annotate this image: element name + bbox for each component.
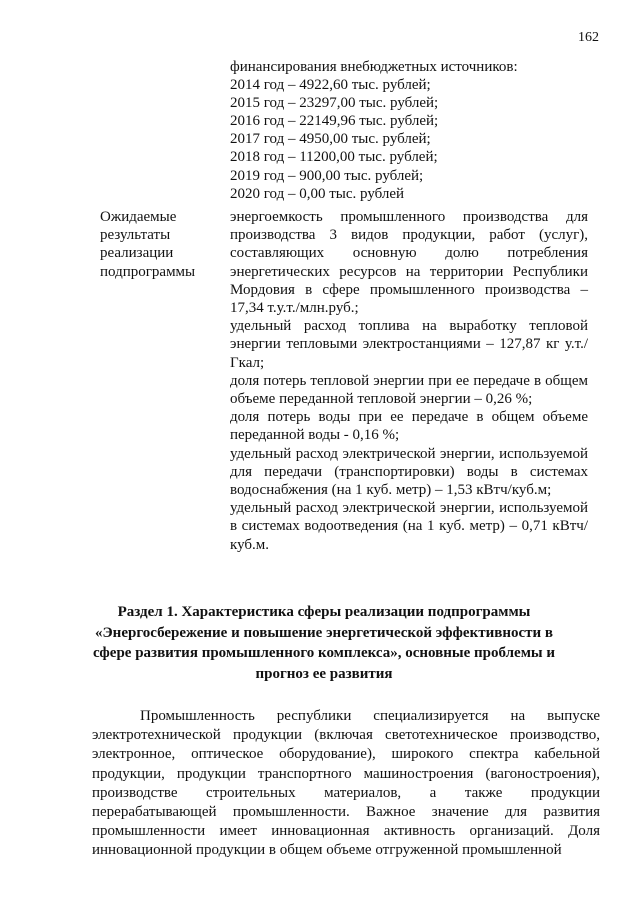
result-item: удельный расход топлива на выработку тепловой энергии тепловыми электростанциями – 127,87 кг у.т./Гкал; bbox=[230, 318, 588, 371]
result-item: удельный расход электрической энергии, используемой в системах водоотведения (на 1 куб. метр) – 0,71 кВтч/куб.м. bbox=[230, 500, 588, 553]
funding-year-line: 2014 год – 4922,60 тыс. рублей; bbox=[230, 77, 431, 94]
body-text bbox=[92, 707, 600, 861]
funding-year-line: 2020 год – 0,00 тыс. рублей bbox=[230, 185, 405, 202]
result-item: удельный расход электрической энергии, используемой для передачи (транспортировки) воды в системах водоснабжения (на 1 куб. метр) – 1,53 кВтч/куб.м; bbox=[230, 445, 588, 499]
results-label-line: подпрограммы bbox=[100, 263, 196, 280]
funding-year-line: 2018 год – 11200,00 тыс. рублей; bbox=[230, 149, 438, 166]
result-item: доля потерь воды при ее передаче в общем объеме переданной воды - 0,16 %; bbox=[230, 409, 588, 444]
funding-year-line: 2015 год – 23297,00 тыс. рублей; bbox=[230, 95, 439, 112]
results-label bbox=[100, 208, 220, 281]
body-paragraph: Промышленность республики специализируется на выпуске электротехнической продукции (включая светотехническое производство, электронное, оптическое оборудование), широкого спектра кабельной продукции, продукции транспортного машиностроения (вагоностроения), производстве строительных материалов, а также продукции перерабатывающей промышленности. Важное значение для развития промышленности имеет инновационная активность организаций. Доля инновационной продукции в общем объеме отгруженной промышленной bbox=[92, 708, 600, 859]
funding-header: финансирования внебюджетных источников: bbox=[230, 59, 518, 75]
funding-year-line: 2016 год – 22149,96 тыс. рублей; bbox=[230, 113, 439, 130]
result-item: доля потерь тепловой энергии при ее передаче в общем объеме переданной тепловой энергии – 0,26 %; bbox=[230, 372, 588, 408]
section-heading: Раздел 1. Характеристика сферы реализации подпрограммы «Энергосбережение и повышение энергетической эффективности в сфере развития промышленного комплекса», основные проблемы и прогноз ее развития bbox=[92, 604, 556, 682]
results-list bbox=[230, 208, 588, 554]
funding-year-line: 2019 год – 900,00 тыс. рублей; bbox=[230, 167, 424, 184]
funding-year-line: 2017 год – 4950,00 тыс. рублей; bbox=[230, 131, 431, 148]
results-label-line: реализации bbox=[100, 245, 174, 262]
results-label-line: результаты bbox=[100, 227, 171, 244]
page-number: 162 bbox=[578, 30, 599, 45]
results-label-line: Ожидаемые bbox=[100, 209, 177, 225]
result-item: энергоемкость промышленного производства для производства 3 видов продукции, работ (услуг), составляющих основную долю потребления энергетических ресурсов на территории Республики Мордовия в сфере промышленного производства – 17,34 т.у.т./млн.руб.; bbox=[230, 209, 588, 317]
funding-block bbox=[230, 58, 590, 203]
